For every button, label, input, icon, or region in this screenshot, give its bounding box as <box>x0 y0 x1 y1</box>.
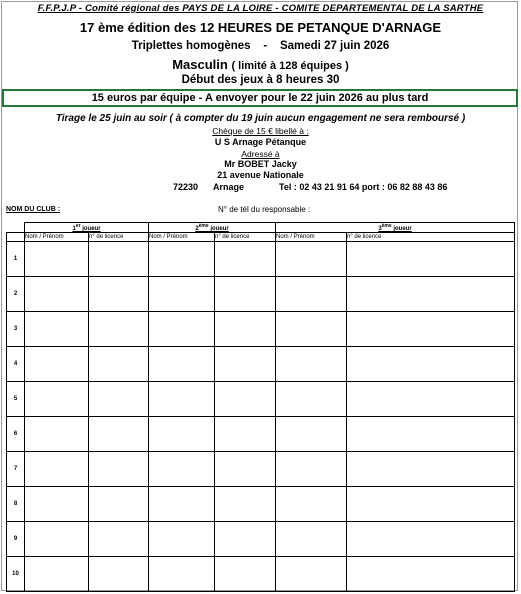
player-3-licence-cell[interactable] <box>347 312 515 347</box>
corner-cell <box>7 223 25 233</box>
club-name-label: NOM DU CLUB : <box>6 206 61 213</box>
player-2-header: 2ème joueur <box>149 223 276 233</box>
row-number: 7 <box>7 452 25 487</box>
player-header-row <box>7 223 515 233</box>
row-number: 6 <box>7 417 25 452</box>
player-3-licence-cell[interactable] <box>347 522 515 557</box>
cheque-payee: U S Arnage Pétanque <box>214 137 307 147</box>
player-3-name-cell[interactable] <box>276 382 347 417</box>
event-category <box>0 57 521 72</box>
player-2-licence-cell[interactable] <box>215 452 276 487</box>
player-2-licence-cell[interactable] <box>215 487 276 522</box>
contact-name: Mr BOBET Jacky <box>224 159 297 169</box>
player-1-licence-cell[interactable] <box>89 277 149 312</box>
player-2-name-cell[interactable] <box>149 417 215 452</box>
player-1-licence-cell[interactable] <box>89 557 149 592</box>
player-3-licence-cell[interactable] <box>347 382 515 417</box>
contact-city: Arnage <box>213 182 245 192</box>
player-3-header: 3ème joueur <box>276 223 515 233</box>
player-1-name-cell[interactable] <box>25 312 89 347</box>
row-number: 10 <box>7 557 25 592</box>
table-row <box>7 242 515 277</box>
player-3-licence-cell[interactable] <box>347 557 515 592</box>
player-3-name-cell[interactable] <box>276 242 347 277</box>
table-row <box>7 557 515 592</box>
player-3-name-cell[interactable] <box>276 347 347 382</box>
player-1-licence-cell[interactable] <box>89 452 149 487</box>
player-1-licence-cell[interactable] <box>89 347 149 382</box>
licence-column-header: n° de licence <box>347 233 515 242</box>
player-3-licence-cell[interactable] <box>347 277 515 312</box>
player-1-licence-cell[interactable] <box>89 522 149 557</box>
player-3-licence-cell[interactable] <box>347 487 515 522</box>
row-number: 5 <box>7 382 25 417</box>
table-row <box>7 452 515 487</box>
player-2-name-cell[interactable] <box>149 242 215 277</box>
name-column-header: Nom / Prénom <box>276 233 347 242</box>
table-row <box>7 277 515 312</box>
player-1-name-cell[interactable] <box>25 417 89 452</box>
federation-header: F.F.P.J.P - Comité régional des PAYS DE LA LOIRE - COMITE DEPARTEMENTAL DE LA SARTHE <box>37 3 484 14</box>
player-2-licence-cell[interactable] <box>215 522 276 557</box>
player-1-licence-cell[interactable] <box>89 242 149 277</box>
player-2-name-cell[interactable] <box>149 487 215 522</box>
event-date: Samedi 27 juin 2026 <box>279 40 390 52</box>
table-row <box>7 522 515 557</box>
player-3-name-cell[interactable] <box>276 312 347 347</box>
player-1-name-cell[interactable] <box>25 557 89 592</box>
player-2-licence-cell[interactable] <box>215 312 276 347</box>
player-3-name-cell[interactable] <box>276 417 347 452</box>
player-1-licence-cell[interactable] <box>89 382 149 417</box>
player-2-licence-cell[interactable] <box>215 277 276 312</box>
responsible-phone-label: N° de tél du responsable : <box>218 205 311 214</box>
player-3-licence-cell[interactable] <box>347 347 515 382</box>
player-2-name-cell[interactable] <box>149 557 215 592</box>
player-3-name-cell[interactable] <box>276 557 347 592</box>
row-number: 3 <box>7 312 25 347</box>
name-column-header: Nom / Prénom <box>25 233 89 242</box>
table-row <box>7 382 515 417</box>
licence-column-header: n° de licence <box>89 233 149 242</box>
player-3-licence-cell[interactable] <box>347 452 515 487</box>
name-column-header: Nom / Prénom <box>149 233 215 242</box>
row-number: 2 <box>7 277 25 312</box>
player-2-name-cell[interactable] <box>149 312 215 347</box>
licence-column-header: n° de licence <box>215 233 276 242</box>
team-limit: ( limité à 128 équipes ) <box>231 60 349 72</box>
row-number: 9 <box>7 522 25 557</box>
event-subtitle <box>0 40 521 52</box>
player-1-name-cell[interactable] <box>25 522 89 557</box>
player-1-name-cell[interactable] <box>25 452 89 487</box>
registration-table <box>6 222 515 592</box>
row-number: 1 <box>7 242 25 277</box>
player-1-name-cell[interactable] <box>25 487 89 522</box>
player-1-licence-cell[interactable] <box>89 312 149 347</box>
player-2-licence-cell[interactable] <box>215 417 276 452</box>
player-2-name-cell[interactable] <box>149 277 215 312</box>
player-2-licence-cell[interactable] <box>215 382 276 417</box>
category-label: Masculin <box>172 57 228 72</box>
subtitle-separator: - <box>263 40 268 52</box>
player-2-licence-cell[interactable] <box>215 557 276 592</box>
cheque-label: Chèque de 15 € libellé à : <box>212 126 309 136</box>
entry-fee-box: 15 euros par équipe - A envoyer pour le 22 juin 2026 au plus tard <box>2 89 518 107</box>
player-3-name-cell[interactable] <box>276 452 347 487</box>
contact-street: 21 avenue Nationale <box>217 170 304 180</box>
player-2-name-cell[interactable] <box>149 382 215 417</box>
player-3-licence-cell[interactable] <box>347 417 515 452</box>
address-label: Adressé à <box>241 149 280 159</box>
player-1-name-cell[interactable] <box>25 382 89 417</box>
start-time: Début des jeux à 8 heures 30 <box>181 74 340 86</box>
table-row <box>7 347 515 382</box>
player-2-name-cell[interactable] <box>149 522 215 557</box>
player-2-name-cell[interactable] <box>149 452 215 487</box>
player-2-licence-cell[interactable] <box>215 347 276 382</box>
player-1-name-cell[interactable] <box>25 242 89 277</box>
player-1-licence-cell[interactable] <box>89 487 149 522</box>
row-number-header <box>7 233 25 242</box>
player-3-name-cell[interactable] <box>276 487 347 522</box>
event-type: Triplettes homogènes <box>131 40 251 52</box>
row-number: 8 <box>7 487 25 522</box>
player-1-name-cell[interactable] <box>25 347 89 382</box>
event-title: 17 ème édition des 12 HEURES DE PETANQUE D'ARNAGE <box>79 20 442 35</box>
contact-postcode: 72230 <box>173 182 199 192</box>
player-1-licence-cell[interactable] <box>89 417 149 452</box>
draw-note: Tirage le 25 juin au soir ( à compter du 19 juin aucun engagement ne sera remboursé ) <box>55 113 466 124</box>
row-number: 4 <box>7 347 25 382</box>
table-row <box>7 312 515 347</box>
player-2-licence-cell[interactable] <box>215 242 276 277</box>
table-row <box>7 417 515 452</box>
player-2-name-cell[interactable] <box>149 347 215 382</box>
column-subheader-row <box>7 233 515 242</box>
contact-phones: Tel : 02 43 21 91 64 port : 06 82 88 43 86 <box>279 182 448 192</box>
player-3-licence-cell[interactable] <box>347 242 515 277</box>
player-1-header: 1er joueur <box>25 223 149 233</box>
player-3-name-cell[interactable] <box>276 522 347 557</box>
player-3-name-cell[interactable] <box>276 277 347 312</box>
player-1-name-cell[interactable] <box>25 277 89 312</box>
table-row <box>7 487 515 522</box>
